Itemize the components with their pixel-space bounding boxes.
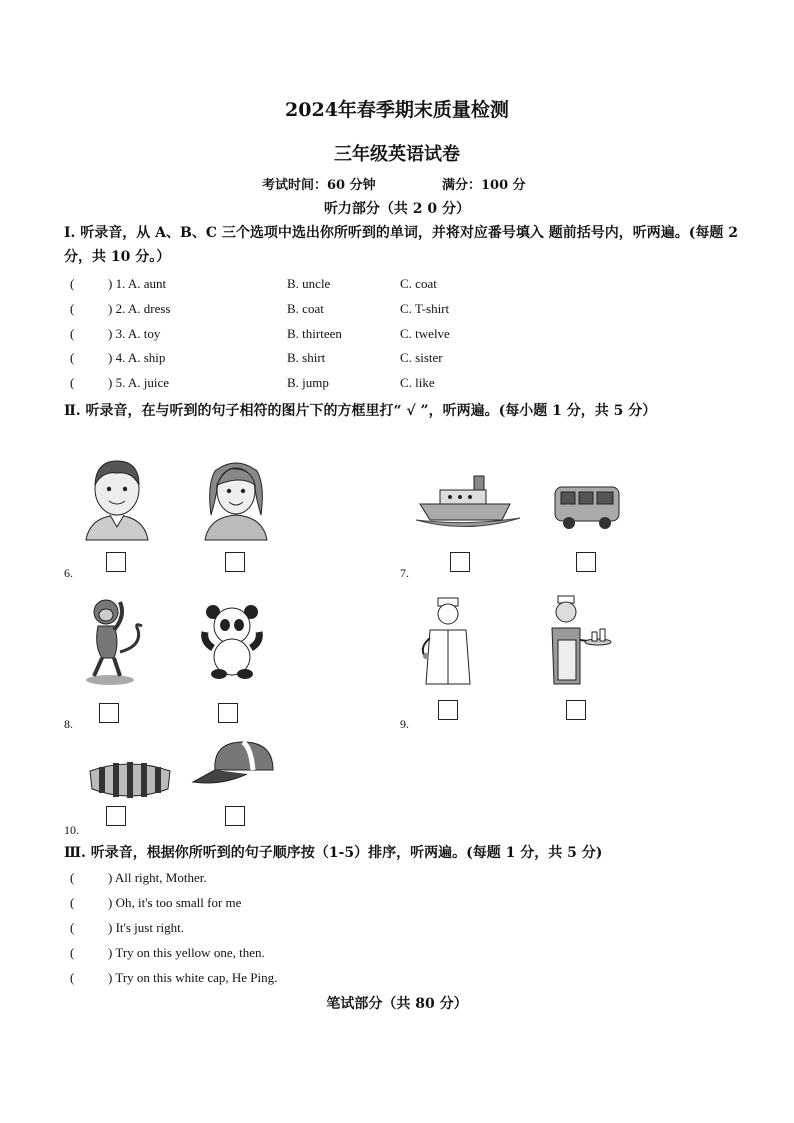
answer-paren: ( xyxy=(70,350,75,365)
exam-score: 满分：100 分 xyxy=(442,178,526,193)
question-3-b: B. thirteen xyxy=(287,326,342,341)
checkbox-9b[interactable] xyxy=(566,700,586,720)
checkbox-7b[interactable] xyxy=(576,552,596,572)
ship-picture xyxy=(416,474,520,529)
listening-heading: 听力部分（共 2 0 分） xyxy=(323,201,471,217)
answer-paren: ( xyxy=(70,920,75,935)
checkbox-7a[interactable] xyxy=(450,552,470,572)
question-3-c: C. twelve xyxy=(400,326,450,341)
writing-heading: 笔试部分（共 80 分） xyxy=(326,996,468,1012)
question-3-a: ) 3. A. toy xyxy=(108,326,161,341)
answer-paren: ( xyxy=(70,276,75,291)
question-1-a: ) 1. A. aunt xyxy=(108,276,167,291)
answer-paren: ( xyxy=(70,301,75,316)
checkbox-9a[interactable] xyxy=(438,700,458,720)
item-number-7: 7. xyxy=(400,566,409,580)
man-face-picture xyxy=(82,455,152,540)
doctor-picture xyxy=(416,598,480,686)
answer-paren: ( xyxy=(70,945,75,960)
question-5-b: B. jump xyxy=(287,375,329,390)
question-5-c: C. like xyxy=(400,375,435,390)
item-number-9: 9. xyxy=(400,717,409,731)
sentence-4: ) Try on this yellow one, then. xyxy=(108,945,265,960)
question-1-c: C. coat xyxy=(400,276,437,291)
question-4-c: C. sister xyxy=(400,350,443,365)
answer-paren: ( xyxy=(70,326,75,341)
answer-paren: ( xyxy=(70,970,75,985)
cap-picture xyxy=(191,738,277,788)
question-2-c: C. T-shirt xyxy=(400,301,450,316)
checkbox-10b[interactable] xyxy=(225,806,245,826)
question-2-b: B. coat xyxy=(287,301,324,316)
section3-instruction: Ⅲ. 听录音，根据你所听到的句子顺序按（1-5）排序，听两遍。(每题 1 分，共 5 分) xyxy=(64,845,603,861)
question-5-a: ) 5. A. juice xyxy=(108,375,170,390)
woman-face-picture xyxy=(201,455,271,540)
item-number-6: 6. xyxy=(64,566,73,580)
exam-title: 2024年春季期末质量检测 xyxy=(285,99,509,121)
panda-picture xyxy=(199,602,265,680)
checkbox-6a[interactable] xyxy=(106,552,126,572)
question-4-b: B. shirt xyxy=(287,350,326,365)
sentence-2: ) Oh, it's too small for me xyxy=(108,895,242,910)
checkbox-6b[interactable] xyxy=(225,552,245,572)
section1-instruction: I. 听录音，从 A、B、C 三个选项中选出你所听到的单词，并将对应番号填入 题前括号内，听两遍。(每题 2 分，共 10 分。） xyxy=(64,225,738,265)
checkbox-10a[interactable] xyxy=(106,806,126,826)
section2-instruction: Ⅱ. 听录音，在与听到的句子相符的图片下的方框里打“ √ ”，听两遍。(每小题 1 分，共 5 分） xyxy=(64,403,657,419)
question-1-b: B. uncle xyxy=(287,276,331,291)
item-number-10: 10. xyxy=(64,823,79,837)
monkey-picture xyxy=(80,596,146,686)
answer-paren: ( xyxy=(70,375,75,390)
nurse-picture xyxy=(546,596,612,686)
sentence-5: ) Try on this white cap, He Ping. xyxy=(108,970,278,985)
sentence-1: ) All right, Mother. xyxy=(108,870,207,885)
question-2-a: ) 2. A. dress xyxy=(108,301,171,316)
exam-subtitle: 三年级英语试卷 xyxy=(334,144,460,165)
answer-paren: ( xyxy=(70,895,75,910)
sentence-3: ) It's just right. xyxy=(108,920,185,935)
scarf-picture xyxy=(88,759,172,799)
item-number-8: 8. xyxy=(64,717,73,731)
checkbox-8b[interactable] xyxy=(218,703,238,723)
question-4-a: ) 4. A. ship xyxy=(108,350,166,365)
answer-paren: ( xyxy=(70,870,75,885)
checkbox-8a[interactable] xyxy=(99,703,119,723)
exam-time: 考试时间：60 分钟 xyxy=(262,178,376,193)
bus-picture xyxy=(553,485,621,531)
